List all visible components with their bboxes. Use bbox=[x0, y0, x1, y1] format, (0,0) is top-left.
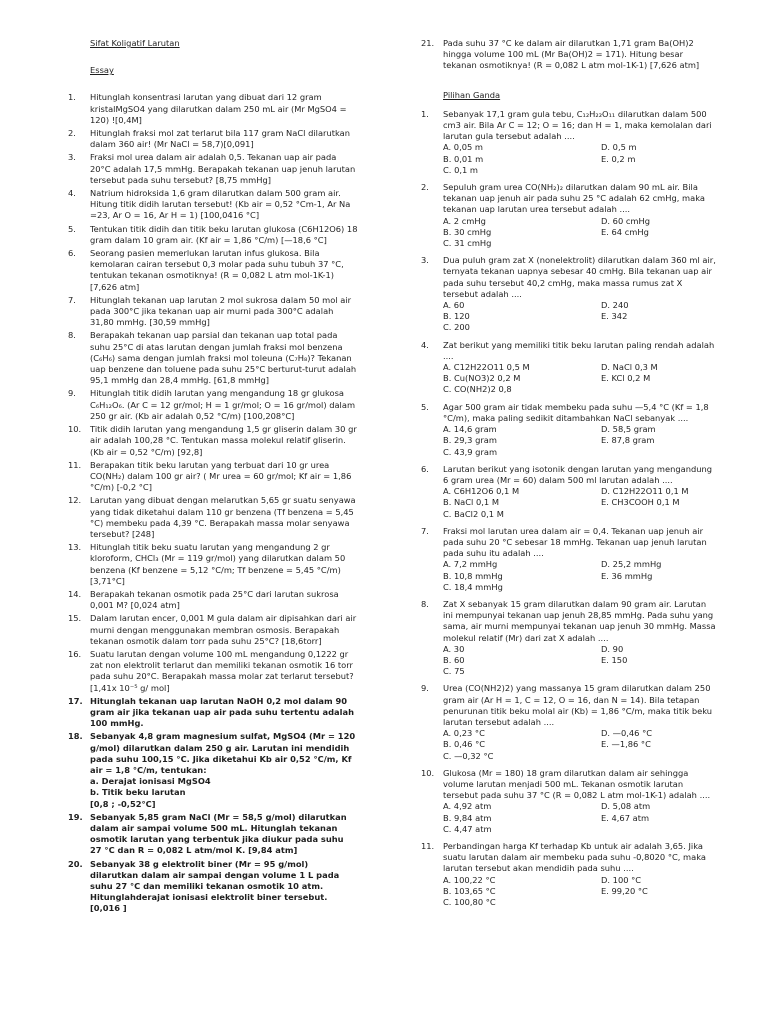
essay-question bbox=[68, 188, 358, 222]
question-text: Titik didih larutan yang mengandung 1,5 gr gliserin dalam 30 gr air adalah 100,28 °C. Tentukan massa molekul relatif gliserin. (Kb air = 0,52 °C/m) [92,8] bbox=[90, 424, 357, 457]
question-number: 20. bbox=[68, 858, 83, 869]
answer-option: A. 0,05 m bbox=[443, 142, 483, 153]
answer-options bbox=[443, 142, 717, 176]
answer-option: D. NaCl 0,3 M bbox=[601, 362, 658, 373]
answer-options bbox=[443, 801, 717, 835]
question-number: 12. bbox=[68, 495, 82, 506]
question-subitem: a. Derajat ionisasi MgSO4 bbox=[90, 776, 211, 787]
answer-option: B. 103,65 °C bbox=[443, 885, 496, 896]
essay-question bbox=[68, 542, 358, 587]
question-text: Berapakah tekanan uap parsial dan tekanan uap total pada suhu 25°C di atas larutan dengan jumlah fraksi mol benzena (C₆H₆) sama dengan jumlah fraksi mol toleuna (C₇H₈)? Tekanan uap benzene dan toluene pada suhu 25°C berturut-turut adalah 95,1 mmHg dan 28,4 mmHg. [61,8 mmHg] bbox=[90, 330, 357, 386]
answer-option: E. 150 bbox=[601, 654, 628, 665]
question-text: Perbandingan harga Kf terhadap Kb untuk air adalah 3,65. Jika suatu larutan dalam air membeku pada suhu -0,8020 °C, maka larutan tersebut akan mendidih pada suhu .... bbox=[443, 841, 706, 874]
question-text: Hitunglah fraksi mol zat terlarut bila 117 gram NaCl dilarutkan dalam 360 air! (Mr NaCl = 58,7)[0,091] bbox=[90, 128, 350, 150]
essay-question bbox=[68, 128, 358, 150]
question-text: Fraksi mol larutan urea dalam air = 0,4. Tekanan uap jenuh air pada suhu 20 °C sebesar 18 mmHg. Tekanan uap jenuh larutan pada suhu itu adalah .... bbox=[443, 525, 707, 559]
essay-question bbox=[68, 859, 358, 915]
question-text: Larutan berikut yang isotonik dengan larutan yang mengandung 6 gram urea (Mr = 60) dalam 500 ml larutan adalah .... bbox=[443, 463, 713, 485]
answer-option: D. 60 cmHg bbox=[601, 215, 651, 226]
question-number: 14. bbox=[68, 588, 82, 599]
answer-option: B. 60 bbox=[443, 654, 465, 665]
essay-question bbox=[68, 649, 358, 694]
mc-question bbox=[421, 768, 717, 835]
question-text: Suatu larutan dengan volume 100 mL mengandung 0,1222 gr zat non elektrolit terlarut dan memiliki tekanan osmotik 16 torr pada suhu 20°C. Berapakah massa molar zat terlarut tersebut? [1,41x 10⁻⁵ g/ mol] bbox=[90, 648, 354, 693]
answer-option: E. 99,20 °C bbox=[601, 885, 648, 896]
question-number: 16. bbox=[68, 648, 82, 659]
essay-question bbox=[68, 224, 358, 246]
answer-options bbox=[443, 559, 717, 593]
answer-option: C. 75 bbox=[443, 666, 465, 677]
question-number: 6. bbox=[68, 248, 76, 259]
question-number: 17. bbox=[68, 695, 83, 706]
question-number: 18. bbox=[68, 731, 83, 742]
answer-option: A. 14,6 gram bbox=[443, 424, 497, 435]
answer-option: A. 0,23 °C bbox=[443, 728, 485, 739]
question-number: 2. bbox=[68, 128, 76, 139]
question-number: 4. bbox=[421, 339, 429, 350]
answer-option: C. —0,32 °C bbox=[443, 750, 494, 761]
question-text: Zat berikut yang memiliki titik beku larutan paling rendah adalah .... bbox=[443, 339, 715, 361]
answer-option: A. 2 cmHg bbox=[443, 215, 486, 226]
answer-option: D. 240 bbox=[601, 300, 629, 311]
essay-question bbox=[68, 92, 358, 126]
essay-question bbox=[68, 731, 358, 809]
essay-question bbox=[68, 589, 358, 611]
essay-question bbox=[68, 152, 358, 186]
answer-option: D. 58,5 gram bbox=[601, 424, 656, 435]
question-number: 2. bbox=[421, 182, 429, 193]
question-text: Hitunglah tekanan uap larutan NaOH 0,2 mol dalam 90 gram air jika tekanan uap air pada suhu tertentu adalah 100 mmHg. bbox=[90, 695, 354, 729]
question-number: 3. bbox=[68, 152, 76, 163]
mc-question bbox=[421, 841, 717, 908]
question-number: 5. bbox=[68, 223, 76, 234]
answer-option: B. 29,3 gram bbox=[443, 435, 497, 446]
question-text: Berapakah tekanan osmotik pada 25°C dari larutan sukrosa 0,001 M? [0,024 atm] bbox=[90, 588, 339, 611]
question-text: Sebanyak 4,8 gram magnesium sulfat, MgSO4 (Mr = 120 g/mol) dilarutkan dalam 250 g air. Larutan ini mendidih pada suhu 100,15 °C. Jika diketahui Kb air 0,52 °C/m, Kf air = 1,8 °C/m, tentukan: bbox=[90, 731, 356, 775]
document-title: Sifat Koligatif Larutan bbox=[90, 38, 180, 48]
answer-option: E. 36 mmHg bbox=[601, 570, 653, 581]
answer-option: B. 9,84 atm bbox=[443, 812, 492, 823]
answer-option: B. NaCl 0,1 M bbox=[443, 497, 499, 508]
answer-option: C. 0,1 m bbox=[443, 164, 478, 175]
question-text: Agar 500 gram air tidak membeku pada suhu —5,4 °C (Kf = 1,8 °C/m), maka paling sedikit ditambahkan NaCl sebanyak .... bbox=[443, 401, 709, 423]
question-text: Seorang pasien memerlukan larutan infus glukosa. Bila kemolaran cairan tersebut 0,3 molar pada suhu tubuh 37 °C, tentukan tekanan osmotiknya! (R = 0,082 L atm mol-1K-1) [7,626 atm] bbox=[90, 248, 344, 292]
question-subitem: b. Titik beku larutan bbox=[90, 787, 186, 798]
question-text: Dalam larutan encer, 0,001 M gula dalam air dipisahkan dari air murni dengan menggunakan membran osmosis. Berapakah tekanan osmotik dalam torr pada suhu 25°C? [18,6torr] bbox=[90, 613, 357, 646]
answer-option: C. BaCl2 0,1 M bbox=[443, 508, 504, 519]
mc-question bbox=[421, 109, 717, 176]
answer-options bbox=[443, 728, 717, 762]
essay-question bbox=[68, 812, 358, 857]
answer-option: B. Cu(NO3)2 0,2 M bbox=[443, 373, 521, 384]
question-text: Larutan yang dibuat dengan melarutkan 5,65 gr suatu senyawa yang tidak diketahui dalam 110 gr benzena (Tf benzena = 5,45 °C) membeku pada 4,39 °C. Berapakah massa molar senyawa tersebut? [248] bbox=[90, 495, 356, 539]
right-column bbox=[421, 38, 717, 914]
essay-question bbox=[68, 295, 358, 329]
question-text: Glukosa (Mr = 180) 18 gram dilarutkan dalam air sehingga volume larutan menjadi 500 mL. Tekanan osmotik larutan tersebut pada suhu 37 °C (R = 0,082 L atm mol-1K-1) adalah .... bbox=[443, 767, 711, 801]
answer-option: C. 31 cmHg bbox=[443, 238, 492, 249]
mc-question bbox=[421, 402, 717, 458]
answer-option: E. 64 cmHg bbox=[601, 226, 649, 237]
essay-question bbox=[68, 460, 358, 494]
essay-question bbox=[68, 424, 358, 458]
answer-option: C. 18,4 mmHg bbox=[443, 581, 503, 592]
answer-option: D. 90 bbox=[601, 643, 624, 654]
answer-option: B. 0,01 m bbox=[443, 153, 484, 164]
mc-question bbox=[421, 599, 717, 677]
answer-options bbox=[443, 875, 717, 909]
question-text: Hitunglah tekanan uap larutan 2 mol sukrosa dalam 50 mol air pada 300°C jika tekanan uap air murni pada 300°C adalah 31,80 mmHg. [30,59 mmHg] bbox=[90, 294, 352, 328]
question-text: Sepuluh gram urea CO(NH₂)₂ dilarutkan dalam 90 mL air. Bila tekanan uap jenuh air pada suhu 25 °C adalah 62 cmHg, maka tekanan uap larutan urea tersebut adalah .... bbox=[443, 182, 705, 215]
answer-option: B. 10,8 mmHg bbox=[443, 570, 503, 581]
answer-option: E. 0,2 m bbox=[601, 153, 636, 164]
answer-option: D. 25,2 mmHg bbox=[601, 559, 662, 570]
question-text: Zat X sebanyak 15 gram dilarutkan dalam 90 gram air. Larutan ini mempunyai tekanan uap jenuh 28,85 mmHg. Pada suhu yang sama, air murni mempunyai tekanan uap jenuh 30 mmHg. Massa molekul relatif (Mr) dari zat X adalah .... bbox=[443, 598, 716, 643]
answer-option: B. 30 cmHg bbox=[443, 226, 492, 237]
essay-question-21 bbox=[421, 38, 717, 72]
question-number: 4. bbox=[68, 188, 76, 199]
question-text: Urea (CO(NH2)2) yang massanya 15 gram dilarutkan dalam 250 gram air (Ar H = 1, C = 12, O = 16, dan N = 14). Bila tetapan penurunan titik beku molal air (Kb) = 1,86 °C/m, maka titik beku larutan tersebut adalah .... bbox=[443, 683, 712, 727]
answer-option: A. 4,92 atm bbox=[443, 801, 492, 812]
answer-option: D. —0,46 °C bbox=[601, 728, 653, 739]
mc-question bbox=[421, 464, 717, 520]
question-number: 3. bbox=[421, 255, 429, 266]
answer-option: E. 342 bbox=[601, 311, 628, 322]
answer-options bbox=[443, 216, 717, 250]
essay-question bbox=[68, 330, 358, 386]
answer-options bbox=[443, 300, 717, 334]
answer-option: A. 30 bbox=[443, 643, 465, 654]
answer-option: B. 120 bbox=[443, 311, 470, 322]
question-text: Sebanyak 17,1 gram gula tebu, C₁₂H₂₂O₁₁ dilarutkan dalam 500 cm3 air. Bila Ar C = 12; O = 16; dan H = 1, maka kemolalan dari larutan gula tersebut adalah .... bbox=[443, 108, 712, 142]
essay-question bbox=[68, 495, 358, 540]
question-text: Hitunglah titik didih larutan yang mengandung 18 gr glukosa C₆H₁₂O₆. (Ar C = 12 gr/mol; H = 1 gr/mol; O = 16 gr/mol) dalam 250 gr air. (Kb air adalah 0,52 °C/m) [100,208°C] bbox=[90, 388, 356, 421]
answer-option: E. 4,67 atm bbox=[601, 812, 650, 823]
multiple-choice-list bbox=[421, 109, 717, 908]
answer-option: C. 4,47 atm bbox=[443, 823, 492, 834]
question-number: 1. bbox=[421, 108, 429, 119]
question-text: Pada suhu 37 °C ke dalam air dilarutkan 1,71 gram Ba(OH)2 hingga volume 100 mL (Mr Ba(OH)2 = 171). Hitung besar tekanan osmotiknya! (R = 0,082 L atm mol-1K-1) [7,626 atm] bbox=[443, 38, 700, 71]
essay-question bbox=[68, 613, 358, 647]
essay-heading: Essay bbox=[90, 65, 114, 76]
question-text: Hitunglah konsentrasi larutan yang dibuat dari 12 gram kristalMgSO4 yang dilarutkan dalam 250 mL air (Mr MgSO4 = 120) ![0,4M] bbox=[90, 92, 347, 125]
question-number: 11. bbox=[421, 841, 435, 851]
answer-options bbox=[443, 362, 717, 396]
question-number: 8. bbox=[68, 330, 76, 341]
essay-question bbox=[68, 388, 358, 422]
question-number: 21. bbox=[421, 38, 435, 48]
answer-option: D. 5,08 atm bbox=[601, 801, 651, 812]
answer-option: A. C6H12O6 0,1 M bbox=[443, 486, 520, 497]
essay-list bbox=[68, 92, 358, 914]
answer-option: A. 100,22 °C bbox=[443, 874, 496, 885]
question-number: 13. bbox=[68, 542, 82, 553]
question-number: 7. bbox=[68, 294, 76, 305]
question-number: 11. bbox=[68, 459, 82, 470]
mc-question bbox=[421, 255, 717, 333]
question-text: Natrium hidroksida 1,6 gram dilarutkan dalam 500 gram air. Hitung titik didih larutan tersebut! (Kb air = 0,52 °Cm-1, Ar Na =23, Ar O = 16, Ar H = 1) [100,0416 °C] bbox=[90, 188, 351, 221]
mc-question bbox=[421, 526, 717, 593]
answer-options bbox=[443, 486, 717, 520]
answer-option: C. 200 bbox=[443, 322, 470, 333]
question-number: 10. bbox=[68, 424, 82, 435]
essay-question bbox=[68, 248, 358, 293]
answer-option: C. 43,9 gram bbox=[443, 446, 498, 457]
answer-option: A. 7,2 mmHg bbox=[443, 559, 498, 570]
question-text: Sebanyak 38 g elektrolit biner (Mr = 95 g/mol) dilarutkan dalam air sampai dengan volume 1 L pada suhu 27 °C dan memiliki tekanan osmotik 10 atm. Hitunglahderajat ionisasi elektrolit biner tersebut. [0,016 ] bbox=[90, 858, 340, 914]
answer-option: E. CH3COOH 0,1 M bbox=[601, 497, 680, 508]
question-number: 10. bbox=[421, 767, 435, 778]
answer-option: C. 100,80 °C bbox=[443, 897, 496, 908]
mc-question bbox=[421, 683, 717, 761]
answer-option: E. 87,8 gram bbox=[601, 435, 655, 446]
question-number: 8. bbox=[421, 598, 429, 609]
answer-option: A. 60 bbox=[443, 300, 465, 311]
answer-option: D. C12H22O11 0,1 M bbox=[601, 486, 689, 497]
question-subitem: [0,8 ; -0,52°C] bbox=[90, 798, 156, 809]
question-text: Fraksi mol urea dalam air adalah 0,5. Tekanan uap air pada 20°C adalah 17,5 mmHg. Berapakah tekanan uap jenuh larutan tersebut pada suhu tersebut? [8,75 mmHg] bbox=[90, 152, 356, 185]
left-column bbox=[68, 38, 358, 917]
answer-option: D. 100 °C bbox=[601, 874, 642, 885]
answer-option: A. C12H22O11 0,5 M bbox=[443, 362, 530, 373]
question-number: 1. bbox=[68, 92, 76, 103]
question-text: Berapakan titik beku larutan yang terbuat dari 10 gr urea CO(NH₂) dalam 100 gr air? ( Mr urea = 60 gr/mol; Kf air = 1,86 °C/m) [-0,2 °C] bbox=[90, 459, 352, 493]
question-number: 5. bbox=[421, 401, 429, 412]
question-number: 19. bbox=[68, 811, 83, 822]
answer-option: E. —1,86 °C bbox=[601, 739, 651, 750]
answer-options bbox=[443, 424, 717, 458]
answer-option: D. 0,5 m bbox=[601, 142, 637, 153]
answer-options bbox=[443, 644, 717, 678]
question-text: Hitunglah titik beku suatu larutan yang mengandung 2 gr kloroform, CHCl₃ (Mr = 119 gr/mol) yang dilarutkan dalam 50 benzena (Kf benzene = 5,12 °C/m; Tf benzene = 5,45 °C/m) [3,71°C] bbox=[90, 542, 346, 586]
mc-question bbox=[421, 182, 717, 249]
multiple-choice-heading: Pilihan Ganda bbox=[443, 89, 501, 100]
question-text: Dua puluh gram zat X (nonelektrolit) dilarutkan dalam 360 ml air, ternyata tekanan uapnya sebesar 40 cmHg. Bila tekanan uap air pada suhu tersebut 40,2 cmHg, maka massa rumus zat X tersebut adalah .... bbox=[443, 255, 716, 299]
question-number: 9. bbox=[421, 683, 429, 694]
answer-option: C. CO(NH2)2 0,8 bbox=[443, 384, 512, 395]
question-text: Sebanyak 5,85 gram NaCl (Mr = 58,5 g/mol) dilarutkan dalam air sampai volume 500 mL. Hitunglah tekanan osmotik larutan yang terbentuk jika diukur pada suhu 27 °C dan R = 0,082 L atm/mol K. [9,84 atm] bbox=[90, 811, 347, 856]
essay-question bbox=[68, 696, 358, 730]
question-number: 7. bbox=[421, 525, 429, 536]
question-number: 15. bbox=[68, 613, 82, 624]
answer-option: B. 0,46 °C bbox=[443, 739, 486, 750]
answer-option: E. KCl 0,2 M bbox=[601, 373, 651, 384]
question-text: Tentukan titik didih dan titik beku larutan glukosa (C6H12O6) 18 gram dalam 10 gram air. (Kf air = 1,86 °C/m) [—18,6 °C] bbox=[90, 223, 358, 245]
question-number: 9. bbox=[68, 388, 76, 399]
question-number: 6. bbox=[421, 463, 429, 474]
mc-question bbox=[421, 340, 717, 396]
